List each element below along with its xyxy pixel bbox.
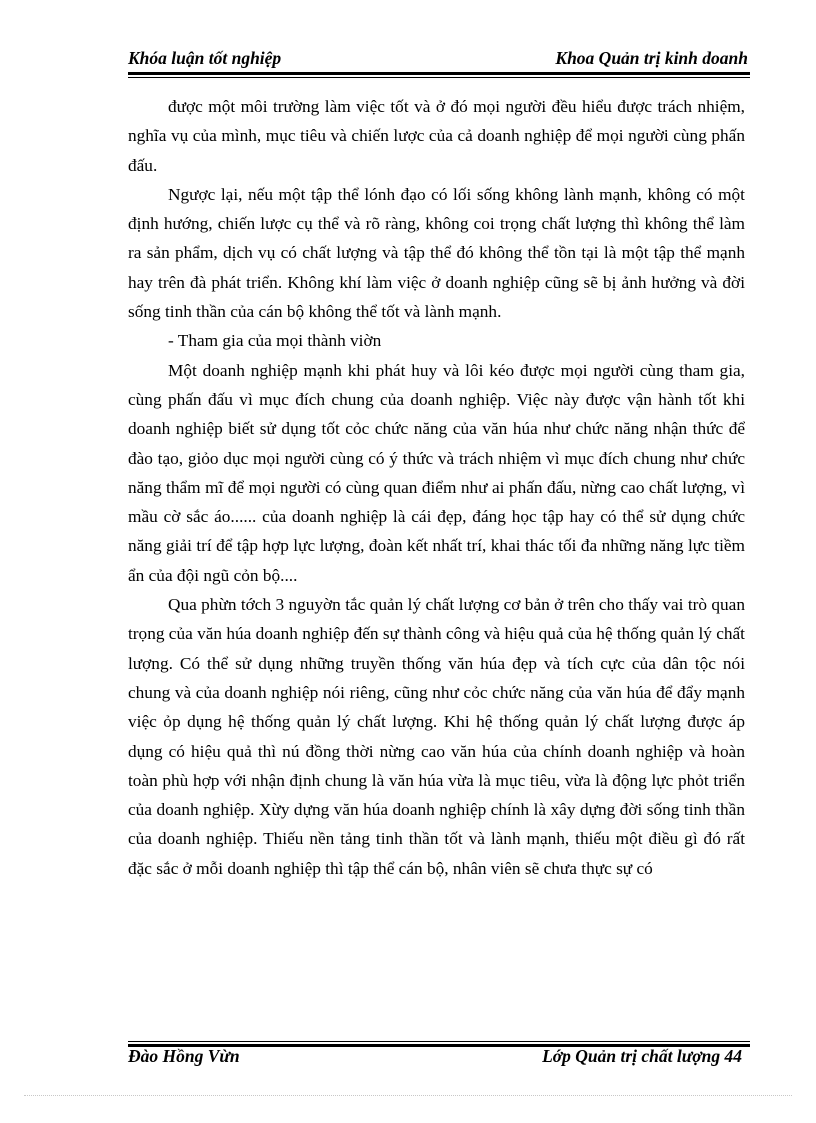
page-edge (24, 1095, 792, 1096)
footer-author: Đào Hồng Vừn (128, 1046, 240, 1066)
document-body (128, 92, 745, 883)
header-thesis-title: Khóa luận tốt nghiệp (128, 48, 282, 68)
paragraph-analysis: Qua phừn tớch 3 nguyờn tắc quản lý chất lượng cơ bản ở trên cho thấy vai trò quan trọng của văn húa doanh nghiệp đến sự thành công và hiệu quả của hệ thống quản lý chất lượng. Có thể sử dụng những truyền thống văn húa đẹp và tích cực của dân tộc nói chung và của doanh nghiệp nói riêng, cũng như cỏc chức năng của văn húa để đẩy mạnh việc ỏp dụng hệ thống quản lý chất lượng. Khi hệ thống quản lý chất lượng được áp dụng có hiệu quả thì nú đồng thời nừng cao văn húa của chính doanh nghiệp và hoàn toàn phù hợp với nhận định chung là văn húa vừa là mục tiêu, vừa là động lực phỏt triển của doanh nghiệp. Xừy dựng văn húa doanh nghiệp chính là xây dựng đời sống tinh thần của doanh nghiệp. Thiếu nền tảng tinh thần tốt và lành mạnh, thiếu một điều gì đó rất đặc sắc ở mỗi doanh nghiệp thì tập thể cán bộ, nhân viên sẽ chưa thực sự có (128, 595, 745, 878)
page-header (128, 48, 750, 72)
paragraph-leadership: Ngược lại, nếu một tập thể lónh đạo có lối sống không lành mạnh, không có một định hướng, chiến lược cụ thể và rõ ràng, không coi trọng chất lượng thì không thể làm ra sản phẩm, dịch vụ có chất lượng và tập thể đó không thể tồn tại là một tập thể mạnh hay trên đà phát triển. Không khí làm việc ở doanh nghiệp cũng sẽ bị ảnh hưởng và đời sống tinh thần của cán bộ không thể tốt và lành mạnh. (128, 184, 745, 322)
page-footer (128, 1044, 750, 1068)
paragraph-continuation: được một môi trường làm việc tốt và ở đó mọi người đều hiểu được trách nhiệm, nghĩa vụ của mình, mục tiêu và chiến lược của cả doanh nghiệp để mọi người cùng phấn đấu. (128, 97, 745, 175)
paragraph-participation: Một doanh nghiệp mạnh khi phát huy và lôi kéo được mọi người cùng tham gia, cùng phấn đấu vì mục đích chung của doanh nghiệp. Việc này được vận hành tốt khi doanh nghiệp biết sử dụng tốt cỏc chức năng của văn húa như chức năng nhận thức để đào tạo, giỏo dục mọi người cùng có ý thức và trách nhiệm vì mục đích chung như chức năng thẩm mĩ để mọi người có cùng quan điểm như ai phấn đấu, nừng cao chất lượng, vì mầu cờ sắc áo...... của doanh nghiệp là cái đẹp, đáng học tập hay có thể sử dụng chức năng giải trí để tập hợp lực lượng, đoàn kết nhất trí, khai thác tối đa những năng lực tiềm ẩn của đội ngũ cỏn bộ.... (128, 360, 745, 585)
header-faculty: Khoa Quản trị kinh doanh (555, 48, 748, 68)
header-rule-thick (128, 72, 750, 75)
footer-rule-thin (128, 1041, 750, 1042)
section-subheading: - Tham gia của mọi thành viờn (168, 331, 382, 351)
footer-class: Lớp Quản trị chất lượng 44 (542, 1046, 742, 1066)
header-rule-thin (128, 77, 750, 78)
